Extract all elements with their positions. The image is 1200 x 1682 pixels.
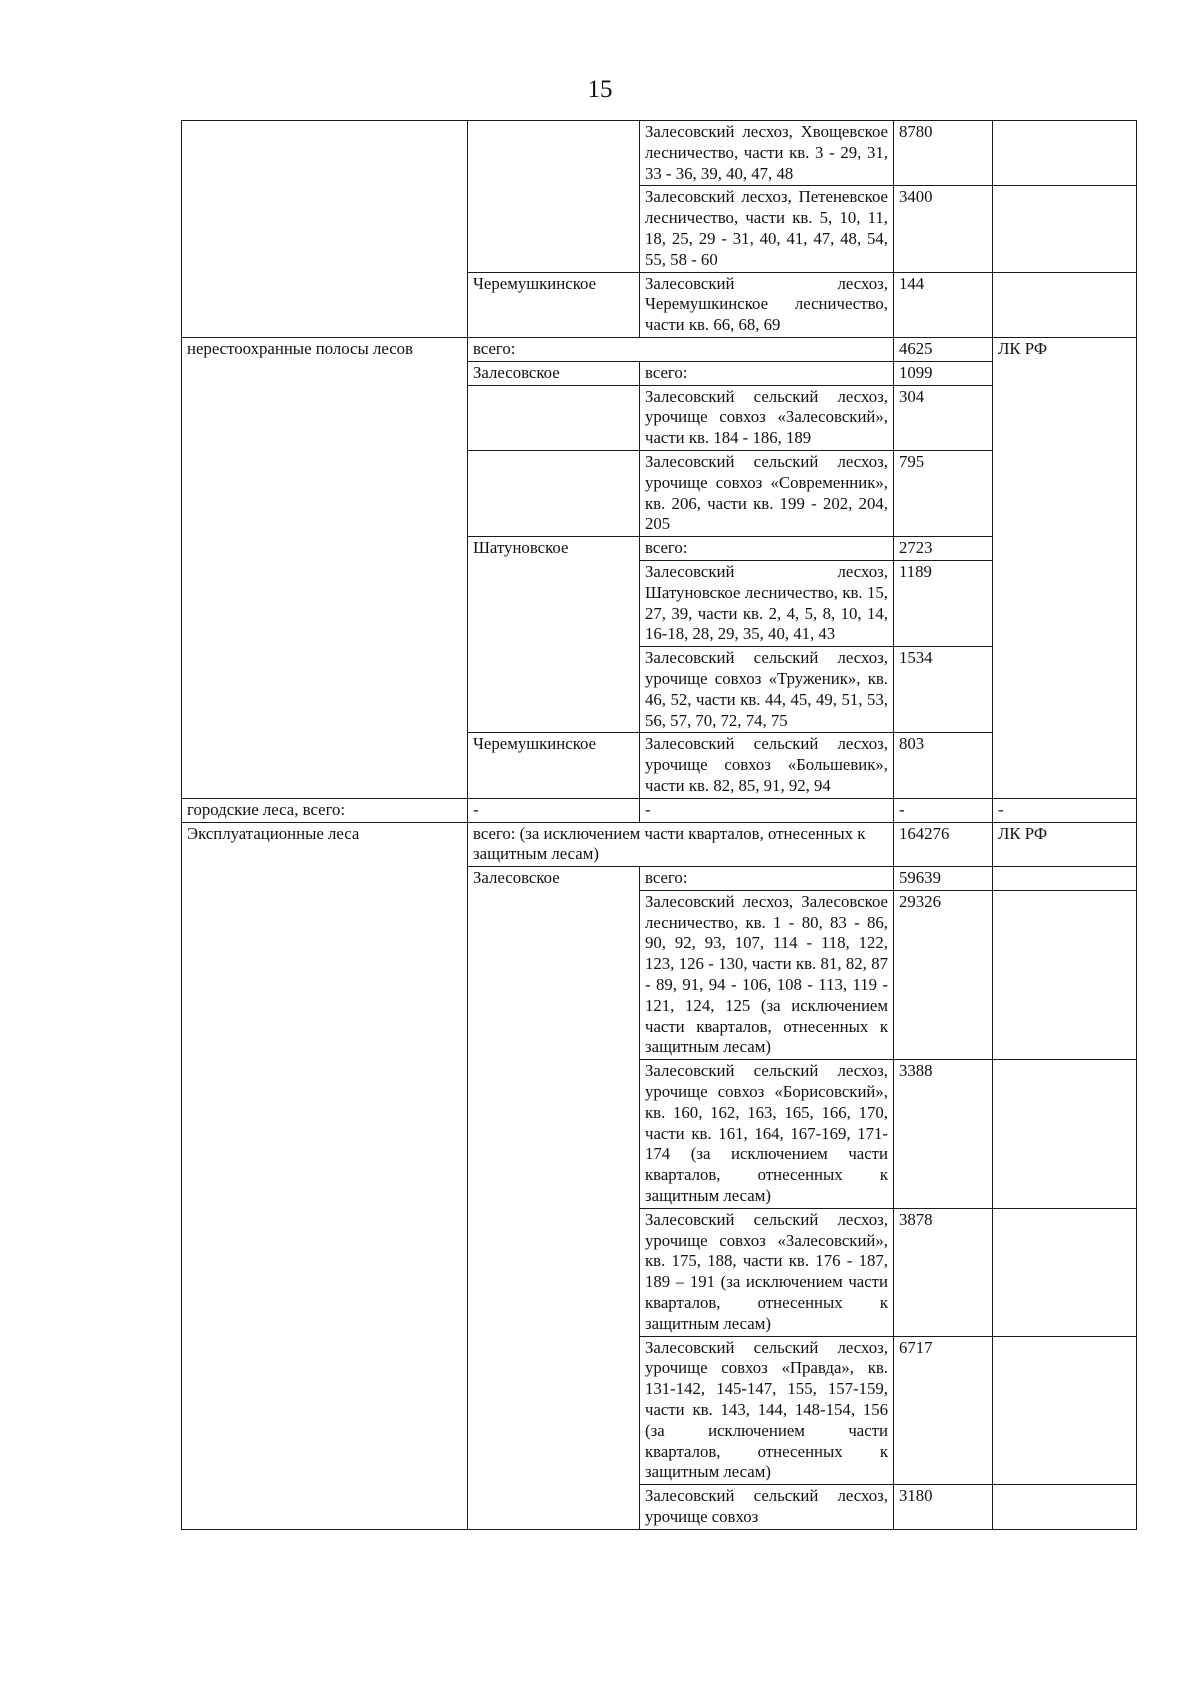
table-row bbox=[182, 121, 1137, 186]
table-cell: Залесовский сельский лесхоз, урочище совхоз «Большевик», части кв. 82, 85, 91, 92, 94 bbox=[640, 733, 894, 798]
table-cell: 8780 bbox=[894, 121, 993, 186]
table-cell: всего: bbox=[468, 337, 894, 361]
table-cell: нерестоохранные полосы лесов bbox=[182, 337, 468, 798]
table-cell bbox=[468, 121, 640, 273]
table-cell: 6717 bbox=[894, 1336, 993, 1485]
table-cell: 1534 bbox=[894, 647, 993, 733]
table-cell: городские леса, всего: bbox=[182, 798, 468, 822]
table-cell: 29326 bbox=[894, 890, 993, 1059]
table-cell: Залесовский лесхоз, Залесовское лесничество, кв. 1 - 80, 83 - 86, 90, 92, 93, 107, 114 - 118, 122, 123, 126 - 130, части кв. 81, 82, 87 - 89, 91, 94 - 106, 108 - 113, 119 - 121, 124, 125 (за исключением части кварталов, отнесенных к защитным лесам) bbox=[640, 890, 894, 1059]
table-row bbox=[182, 337, 1137, 361]
table-cell: 795 bbox=[894, 450, 993, 536]
table-cell: 2723 bbox=[894, 537, 993, 561]
table-cell: всего: (за исключением части кварталов, отнесенных к защитным лесам) bbox=[468, 822, 894, 867]
table-cell: Залесовский сельский лесхоз, урочище совхоз bbox=[640, 1485, 894, 1530]
table-cell: 3388 bbox=[894, 1060, 993, 1209]
table-cell: всего: bbox=[640, 867, 894, 891]
table-cell: ЛК РФ bbox=[993, 337, 1137, 798]
table-cell: Залесовский сельский лесхоз, урочище совхоз «Борисовский», кв. 160, 162, 163, 165, 166, 170, части кв. 161, 164, 167-169, 171-174 (за исключением части кварталов, отнесенных к защитным лесам) bbox=[640, 1060, 894, 1209]
table-cell bbox=[993, 1060, 1137, 1209]
table-cell: - bbox=[894, 798, 993, 822]
table-row bbox=[182, 798, 1137, 822]
table-cell bbox=[993, 1485, 1137, 1530]
table-cell: Залесовский сельский лесхоз, урочище совхоз «Современник», кв. 206, части кв. 199 - 202, 204, 205 bbox=[640, 450, 894, 536]
table-cell: Залесовский лесхоз, Черемушкинское лесничество, части кв. 66, 68, 69 bbox=[640, 272, 894, 337]
table-cell: Залесовское bbox=[468, 867, 640, 1530]
page-number: 15 bbox=[587, 76, 613, 103]
table-row bbox=[182, 822, 1137, 867]
table-cell: 1189 bbox=[894, 560, 993, 646]
table-cell: Эксплуатационные леса bbox=[182, 822, 468, 1529]
table-cell: Залесовский сельский лесхоз, урочище совхоз «Залесовский», части кв. 184 - 186, 189 bbox=[640, 385, 894, 450]
table-cell: 144 bbox=[894, 272, 993, 337]
table-cell: Залесовский сельский лесхоз, урочище совхоз «Правда», кв. 131-142, 145-147, 155, 157-159, части кв. 143, 144, 148-154, 156 (за исключением части кварталов, отнесенных к защитным лесам) bbox=[640, 1336, 894, 1485]
table-cell bbox=[182, 121, 468, 338]
table-cell: - bbox=[640, 798, 894, 822]
table-cell: Залесовский сельский лесхоз, урочище совхоз «Залесовский», кв. 175, 188, части кв. 176 - 187, 189 – 191 (за исключением части кварталов, отнесенных к защитным лесам) bbox=[640, 1208, 894, 1336]
table-cell bbox=[993, 867, 1137, 891]
table-cell bbox=[468, 450, 640, 536]
table-cell: Черемушкинское bbox=[468, 733, 640, 798]
table-cell: - bbox=[468, 798, 640, 822]
table-cell bbox=[993, 1336, 1137, 1485]
table-cell: 304 bbox=[894, 385, 993, 450]
table-cell: 3878 bbox=[894, 1208, 993, 1336]
forest-table bbox=[181, 120, 1137, 1530]
table-cell bbox=[993, 890, 1137, 1059]
table-cell: ЛК РФ bbox=[993, 822, 1137, 867]
table-cell: всего: bbox=[640, 361, 894, 385]
table-cell bbox=[468, 385, 640, 450]
table-cell bbox=[993, 121, 1137, 186]
table-cell: 4625 bbox=[894, 337, 993, 361]
table-cell bbox=[993, 1208, 1137, 1336]
table-cell: 164276 bbox=[894, 822, 993, 867]
table-cell: - bbox=[993, 798, 1137, 822]
table-cell: Залесовский лесхоз, Шатуновское лесничество, кв. 15, 27, 39, части кв. 2, 4, 5, 8, 10, 14, 16-18, 28, 29, 35, 40, 41, 43 bbox=[640, 560, 894, 646]
table-cell: Залесовский сельский лесхоз, урочище совхоз «Труженик», кв. 46, 52, части кв. 44, 45, 49, 51, 53, 56, 57, 70, 72, 74, 75 bbox=[640, 647, 894, 733]
table-cell bbox=[993, 186, 1137, 272]
table-cell: 3400 bbox=[894, 186, 993, 272]
table-cell: всего: bbox=[640, 537, 894, 561]
table-cell: Залесовский лесхоз, Петеневское лесничество, части кв. 5, 10, 11, 18, 25, 29 - 31, 40, 41, 47, 48, 54, 55, 58 - 60 bbox=[640, 186, 894, 272]
table-cell: 803 bbox=[894, 733, 993, 798]
table-cell: Залесовский лесхоз, Хвощевское лесничество, части кв. 3 - 29, 31, 33 - 36, 39, 40, 47, 48 bbox=[640, 121, 894, 186]
table-cell: Залесовское bbox=[468, 361, 640, 385]
table-cell: Черемушкинское bbox=[468, 272, 640, 337]
table-cell bbox=[993, 272, 1137, 337]
table-cell: 59639 bbox=[894, 867, 993, 891]
table-cell: 1099 bbox=[894, 361, 993, 385]
table-cell: 3180 bbox=[894, 1485, 993, 1530]
table-cell: Шатуновское bbox=[468, 537, 640, 733]
